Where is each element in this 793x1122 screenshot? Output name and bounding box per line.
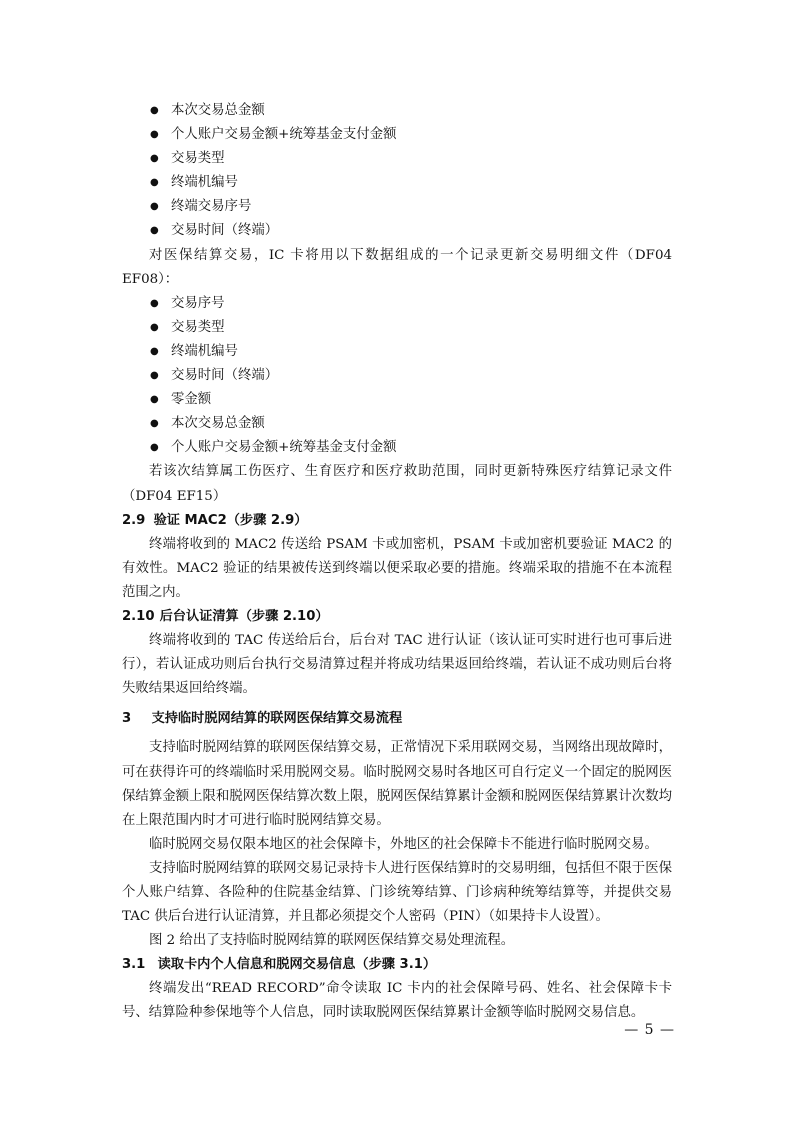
page-number: — 5 — — [624, 1022, 675, 1038]
list-item: ● 交易类型 — [122, 147, 672, 171]
bullet-icon: ● — [150, 297, 159, 309]
bullet-icon: ● — [150, 321, 159, 333]
bullet-icon: ● — [150, 370, 159, 382]
paragraph-special-medical: 若该次结算属工伤医疗、生育医疗和医疗救助范围，同时更新特殊医疗结算记录文件（DF04 EF15） — [122, 464, 672, 504]
paragraph-3-overview: 支持临时脱网结算的联网医保结算交易，正常情况下采用联网交易，当网络出现故障时，可在获得许可的终端临时采用脱网交易。临时脱网交易时各地区可自行定义一个固定的脱网医保结算金额上限和脱网医保结算次数上限，脱网医保结算累计金额和脱网医保结算累计次数均在上限范围内时才可进行临时脱网结算交易。 — [122, 740, 672, 828]
paragraph-2-10: 终端将收到的 TAC 传送给后台，后台对 TAC 进行认证（该认证可实时进行也可事后进行），若认证成功则后台执行交易清算过程并将成功结果返回给终端，若认证不成功则后台将失败结果返回给终端。 — [122, 633, 672, 697]
bullet-icon: ● — [150, 177, 159, 189]
bullet-icon: ● — [150, 153, 159, 165]
list-item: ● 终端机编号 — [122, 171, 672, 195]
list-item: ● 终端交易序号 — [122, 195, 672, 219]
section-title: 支持临时脱网结算的联网医保结算交易流程 — [151, 711, 403, 727]
paragraph-detail-intro: 对医保结算交易，IC 卡将用以下数据组成的一个记录更新交易明细文件（DF04 EF08）： — [122, 247, 672, 287]
section-heading-2-10 — [122, 605, 672, 629]
bullet-icon: ● — [150, 105, 159, 116]
paragraph-3-local-only: 临时脱网交易仅限本地区的社会保障卡，外地区的社会保障卡不能进行临时脱网交易。 — [149, 836, 658, 852]
bullet-icon: ● — [150, 418, 159, 430]
bullet-icon: ● — [150, 201, 159, 213]
paragraph-3-1: 终端发出“READ RECORD”命令读取 IC 卡内的社会保障号码、姓名、社会保障卡卡号、结算险种参保地等个人信息，同时读取脱网医保结算累计金额等临时脱网交易信息。 — [122, 981, 672, 1021]
list-item: ● 交易时间（终端） — [122, 364, 672, 388]
page-content — [122, 99, 672, 1026]
list-item: ● 交易类型 — [122, 316, 672, 340]
section-heading-2-9 — [122, 509, 672, 533]
bullet-list-detail-file — [122, 292, 672, 461]
paragraph-2-9: 终端将收到的 MAC2 传送给 PSAM 卡或加密机，PSAM 卡或加密机要验证 MAC2 的有效性。MAC2 验证的结果被传送到终端以便采取必要的措施。终端采取的措施不在本流程范围之内。 — [122, 536, 672, 600]
section-title: 读取卡内个人信息和脱网交易信息（步骤 3.1） — [157, 957, 437, 973]
list-item: ● 本次交易总金额 — [122, 412, 672, 436]
bullet-icon: ● — [150, 129, 159, 141]
bullet-icon: ● — [150, 345, 159, 357]
bullet-icon: ● — [150, 225, 159, 237]
list-item: ● 本次交易总金额 — [122, 99, 672, 123]
section-number: 3 — [122, 711, 132, 727]
paragraph-3-figure-ref: 图 2 给出了支持临时脱网结算的联网医保结算交易处理流程。 — [149, 933, 515, 949]
bullet-icon: ● — [150, 394, 159, 406]
section-number: 2.9 — [122, 512, 146, 528]
bullet-icon: ● — [150, 442, 159, 454]
section-number: 3.1 — [122, 957, 146, 973]
list-item: ● 终端机编号 — [122, 340, 672, 364]
section-heading-3 — [122, 707, 672, 731]
section-title: 验证 MAC2（步骤 2.9） — [153, 512, 308, 528]
paragraph-3-details: 支持临时脱网结算的联网交易记录持卡人进行医保结算时的交易明细，包括但不限于医保个人账户结算、各险种的住院基金结算、门诊统筹结算、门诊病种统筹结算等，并提供交易 TAC 供后台进行认证清算，并且都必须提交个人密码（PIN）（如果持卡人设置）。 — [122, 860, 672, 925]
list-item: ● 零金额 — [122, 388, 672, 412]
section-number: 2.10 — [122, 608, 155, 624]
list-item: ● 个人账户交易金额+统筹基金支付金额 — [122, 123, 672, 147]
section-title: 后台认证清算（步骤 2.10） — [159, 608, 329, 624]
bullet-list-transaction-record — [122, 99, 672, 244]
list-item: ● 个人账户交易金额+统筹基金支付金额 — [122, 436, 672, 460]
section-heading-3-1 — [122, 953, 672, 977]
list-item: ● 交易时间（终端） — [122, 219, 672, 243]
list-item: ● 交易序号 — [122, 292, 672, 316]
